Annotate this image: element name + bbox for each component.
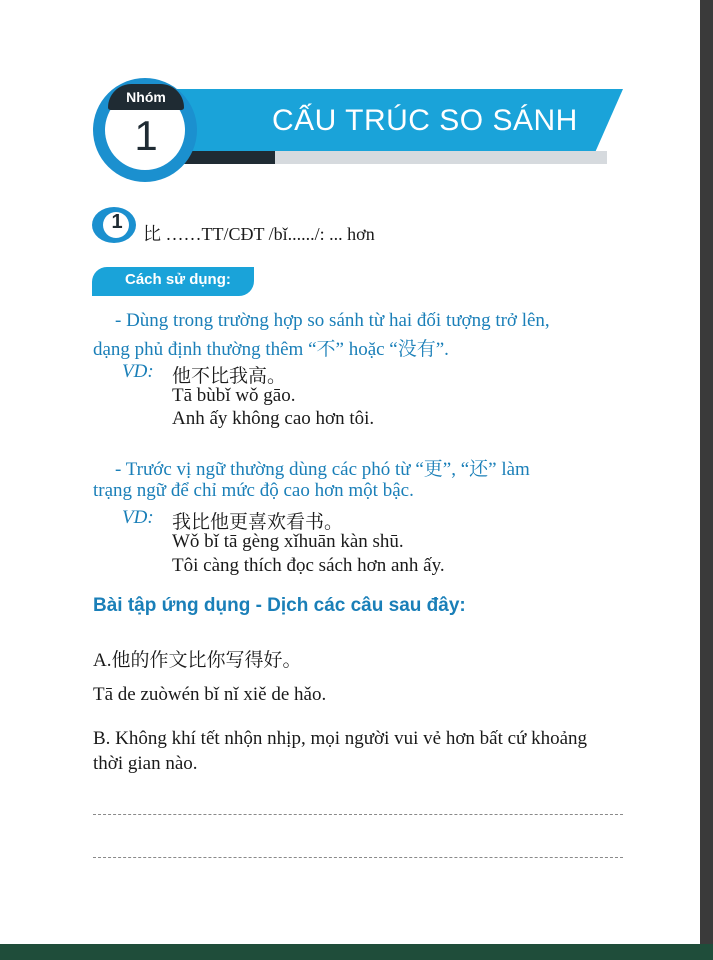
rule1-example-translation: Anh ấy không cao hơn tôi. (172, 408, 375, 429)
rule1-line1: - Dùng trong trường hợp so sánh từ hai đối tượng trở lên, (115, 310, 550, 331)
rule2-example-label: VD: (122, 507, 154, 528)
rule1-example-hanzi: 他不比我高。 (172, 366, 287, 387)
exercise-b-line1: B. Không khí tết nhộn nhịp, mọi người vui vẻ hơn bất cứ khoảng (93, 728, 588, 749)
rule1-line2: dạng phủ định thường thêm “不” hoặc “没有”. (93, 339, 449, 360)
bottom-strip (0, 944, 713, 960)
usage-label: Cách sử dụng: (125, 271, 231, 288)
rule2-example-pinyin: Wǒ bǐ tā gèng xǐhuān kàn shū. (172, 531, 404, 552)
group-number: 1 (134, 112, 158, 159)
rule1-example-pinyin: Tā bùbǐ wǒ gāo. (172, 385, 296, 406)
banner-underline-grey (275, 151, 607, 164)
exercise-heading: Bài tập ứng dụng - Dịch các câu sau đây: (93, 595, 466, 616)
page-title: CẤU TRÚC SO SÁNH (272, 104, 578, 137)
item-number: 1 (111, 211, 123, 233)
answer-line-2 (93, 857, 623, 858)
rule2-line1: - Trước vị ngữ thường dùng các phó từ “更”, “还” làm (115, 459, 530, 480)
rule2-example-hanzi: 我比他更喜欢看书。 (172, 512, 344, 533)
page-edge (700, 0, 713, 960)
item-formula: 比 ……TT/CĐT /bǐ....../: ... hơn (143, 224, 375, 244)
answer-line-1 (93, 814, 623, 815)
group-label: Nhóm (126, 89, 166, 105)
exercise-b-line2: thời gian nào. (93, 753, 198, 774)
rule1-example-label: VD: (122, 361, 154, 382)
rule2-line2: trạng ngữ để chỉ mức độ cao hơn một bậc. (93, 480, 414, 501)
rule2-example-translation: Tôi càng thích đọc sách hơn anh ấy. (172, 555, 445, 576)
exercise-a-question: A.他的作文比你写得好。 (93, 650, 302, 671)
exercise-a-answer: Tā de zuòwén bǐ nǐ xiě de hǎo. (93, 684, 327, 705)
